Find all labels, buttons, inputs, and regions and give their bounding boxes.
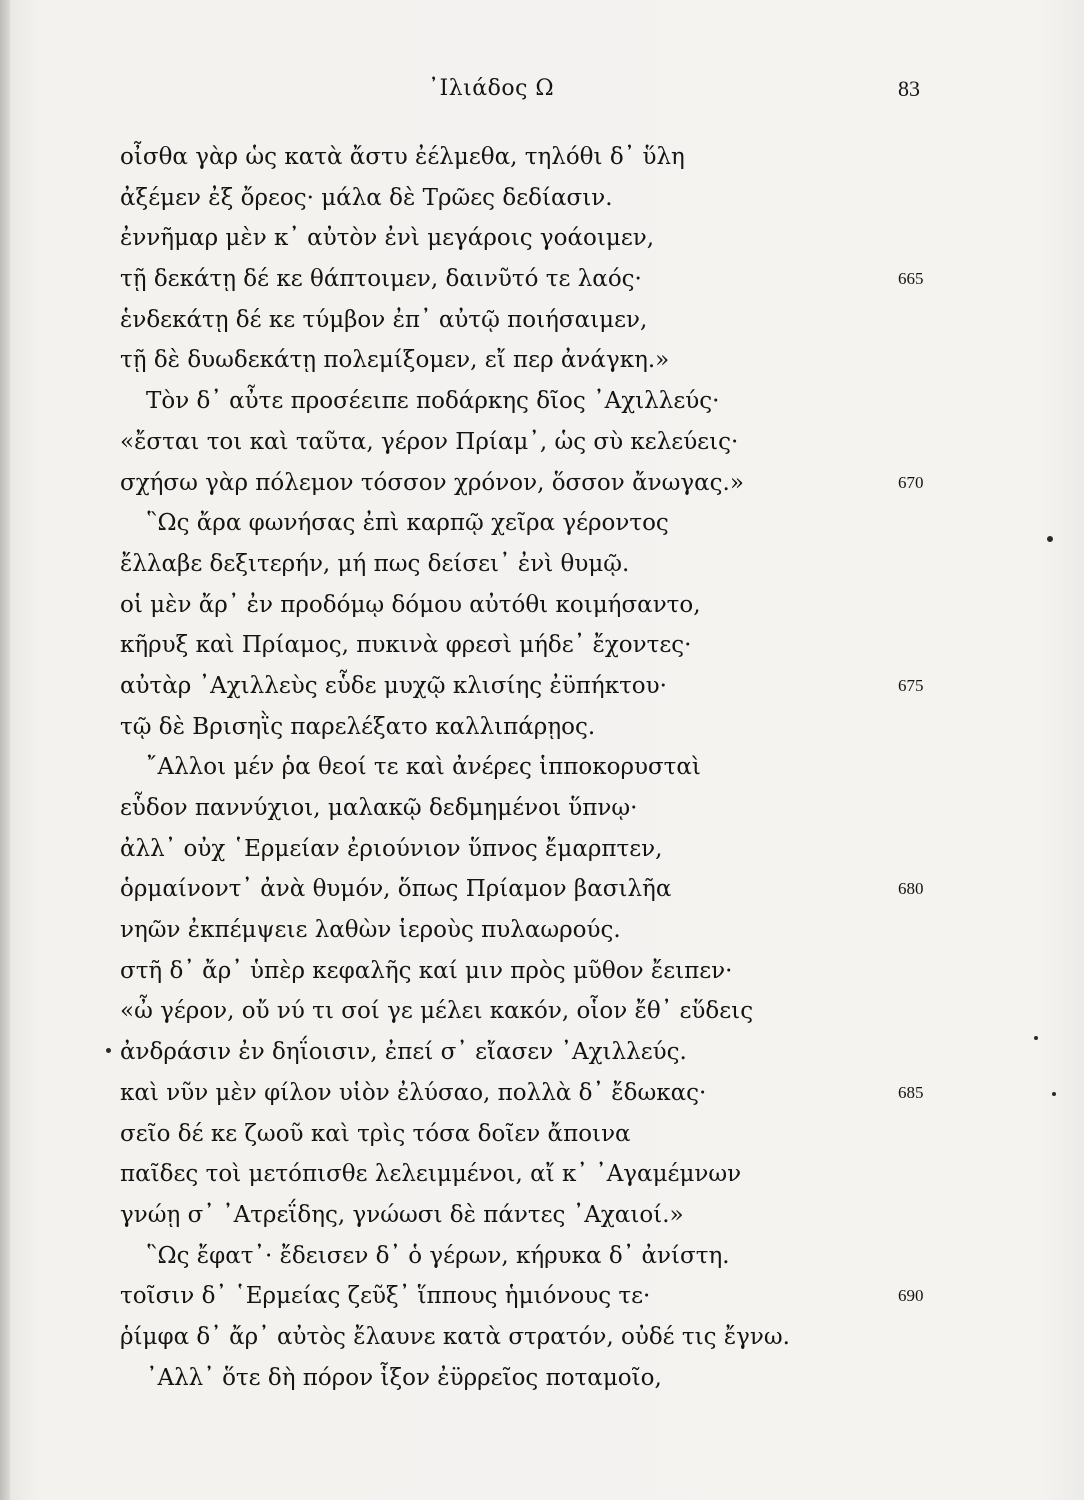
verse-line bbox=[0, 1076, 1084, 1117]
verse-line-text: ᾿Αλλ᾿ ὅτε δὴ πόρον ἷξον ἐϋρρεῖος ποταμοῖο, bbox=[146, 1364, 662, 1391]
verse-line bbox=[0, 1035, 1084, 1076]
verse-line bbox=[0, 669, 1084, 710]
verse-line bbox=[0, 466, 1084, 507]
verse-line bbox=[0, 954, 1084, 995]
verse-line-text: τῇ δεκάτῃ δέ κε θάπτοιμεν, δαινῦτό τε λαός· bbox=[120, 266, 642, 293]
verse-line bbox=[0, 1239, 1084, 1280]
line-number: 690 bbox=[898, 1286, 924, 1306]
verse-line bbox=[0, 140, 1084, 181]
verse-line bbox=[0, 262, 1084, 303]
verse-line-text: παῖδες τοὶ μετόπισθε λελειμμένοι, αἴ κ᾿ ᾿Αγαμέμνων bbox=[120, 1161, 742, 1188]
print-speck bbox=[1047, 536, 1053, 542]
verse-line bbox=[0, 588, 1084, 629]
verse-line-text: καὶ νῦν μὲν φίλον υἱὸν ἐλύσαο, πολλὰ δ᾿ ἔδωκας· bbox=[120, 1079, 707, 1106]
verse-line bbox=[0, 384, 1084, 425]
verse-line-text: Τὸν δ᾿ αὖτε προσέειπε ποδάρκης δῖος ᾿Αχιλλεύς· bbox=[146, 388, 720, 415]
verse-line bbox=[0, 1320, 1084, 1361]
verse-line-text: νηῶν ἐκπέμψειε λαθὼν ἱεροὺς πυλαωρούς. bbox=[120, 917, 621, 944]
verse-line-text: ἑνδεκάτῃ δέ κε τύμβον ἐπ᾿ αὐτῷ ποιήσαιμεν, bbox=[120, 306, 648, 333]
verse-line bbox=[0, 181, 1084, 222]
verse-line bbox=[0, 750, 1084, 791]
verse-line bbox=[0, 506, 1084, 547]
verse-line-text: ῝Ως ἔφατ᾿· ἔδεισεν δ᾿ ὁ γέρων, κήρυκα δ᾿ ἀνίστη. bbox=[146, 1242, 730, 1269]
verse-line-text: οἶσθα γὰρ ὡς κατὰ ἄστυ ἐέλμεθα, τηλόθι δ᾿ ὕλη bbox=[120, 144, 685, 170]
verse-line-text: σεῖο δέ κε ζωοῦ καὶ τρὶς τόσα δοῖεν ἄποινα bbox=[120, 1120, 631, 1147]
verse-line bbox=[0, 343, 1084, 384]
print-speck bbox=[106, 1048, 111, 1053]
verse-line-text: ῥίμφα δ᾿ ἄρ᾿ αὐτὸς ἔλαυνε κατὰ στρατόν, οὐδέ τις ἔγνω. bbox=[120, 1323, 790, 1350]
running-title: ᾿Ιλιάδος Ω bbox=[428, 76, 555, 101]
verse-line-text: αὐτὰρ ᾿Αχιλλεὺς εὗδε μυχῷ κλισίης ἐϋπήκτου· bbox=[120, 672, 667, 699]
verse-line-text: ῎Αλλοι μέν ῥα θεοί τε καὶ ἀνέρες ἱπποκορυσταὶ bbox=[146, 754, 701, 781]
verse-line bbox=[0, 791, 1084, 832]
page-header bbox=[0, 76, 1084, 116]
print-speck bbox=[1052, 1092, 1056, 1096]
verse-line bbox=[0, 303, 1084, 344]
verse-line bbox=[0, 1157, 1084, 1198]
verse-line bbox=[0, 221, 1084, 262]
line-number: 670 bbox=[898, 472, 924, 492]
verse-line-text: «ὦ γέρον, οὔ νύ τι σοί γε μέλει κακόν, οἷον ἔθ᾿ εὕδεις bbox=[120, 998, 754, 1025]
line-number: 675 bbox=[898, 675, 924, 695]
verse-line-text: ἀξέμεν ἐξ ὄρεος· μάλα δὲ Τρῶες δεδίασιν. bbox=[120, 184, 613, 211]
verse-line bbox=[0, 1198, 1084, 1239]
verse-line-text: ῝Ως ἄρα φωνήσας ἐπὶ καρπῷ χεῖρα γέροντος bbox=[146, 510, 669, 537]
verse-line-text: σχήσω γὰρ πόλεμον τόσσον χρόνον, ὅσσον ἄνωγας.» bbox=[120, 469, 744, 496]
line-number: 665 bbox=[898, 269, 924, 289]
verse-line-text: γνώῃ σ᾿ ᾿Ατρεΐδης, γνώωσι δὲ πάντες ᾿Αχαιοί.» bbox=[120, 1201, 684, 1228]
page-number: 83 bbox=[898, 76, 920, 101]
verse-line-text: ἔλλαβε δεξιτερήν, μή πως δείσει᾿ ἐνὶ θυμῷ. bbox=[120, 550, 630, 577]
verse-line bbox=[0, 628, 1084, 669]
verse-line-text: ἀνδράσιν ἐν δηΐοισιν, ἐπεί σ᾿ εἴασεν ᾿Αχιλλεύς. bbox=[120, 1039, 687, 1066]
verse-line bbox=[0, 425, 1084, 466]
verse-text bbox=[0, 140, 1084, 1401]
verse-line bbox=[0, 1361, 1084, 1402]
verse-line bbox=[0, 1117, 1084, 1158]
verse-line-text: τῇ δὲ δυωδεκάτῃ πολεμίξομεν, εἴ περ ἀνάγκη.» bbox=[120, 347, 670, 374]
verse-line-text: «ἔσται τοι καὶ ταῦτα, γέρον Πρίαμ᾿, ὡς σὺ κελεύεις· bbox=[120, 428, 739, 455]
line-number: 685 bbox=[898, 1082, 924, 1102]
verse-line-text: τοῖσιν δ᾿ ῾Ερμείας ζεῦξ᾿ ἵππους ἡμιόνους τε· bbox=[120, 1283, 651, 1310]
verse-line-text: εὗδον παννύχιοι, μαλακῷ δεδμημένοι ὕπνῳ· bbox=[120, 795, 638, 821]
verse-line bbox=[0, 1279, 1084, 1320]
verse-line-text: στῆ δ᾿ ἄρ᾿ ὑπὲρ κεφαλῆς καί μιν πρὸς μῦθον ἔειπεν· bbox=[120, 957, 733, 984]
verse-line-text: τῷ δὲ Βρισηῒς παρελέξατο καλλιπάρῃος. bbox=[120, 713, 596, 740]
verse-line bbox=[0, 872, 1084, 913]
verse-line-text: κῆρυξ καὶ Πρίαμος, πυκινὰ φρεσὶ μήδε᾿ ἔχοντες· bbox=[120, 632, 692, 659]
verse-line bbox=[0, 710, 1084, 751]
verse-line-text: ὁρμαίνοντ᾿ ἀνὰ θυμόν, ὅπως Πρίαμον βασιλῆα bbox=[120, 876, 672, 903]
verse-line-text: οἱ μὲν ἄρ᾿ ἐν προδόμῳ δόμου αὐτόθι κοιμήσαντο, bbox=[120, 591, 701, 618]
verse-line bbox=[0, 832, 1084, 873]
verse-line-text: ἀλλ᾿ οὐχ ῾Ερμείαν ἐριούνιον ὕπνος ἔμαρπτεν, bbox=[120, 835, 663, 862]
verse-line-text: ἐννῆμαρ μὲν κ᾿ αὐτὸν ἐνὶ μεγάροις γοάοιμεν, bbox=[120, 225, 655, 252]
verse-line bbox=[0, 994, 1084, 1035]
line-number: 680 bbox=[898, 879, 924, 899]
print-speck bbox=[1034, 1036, 1038, 1040]
verse-line bbox=[0, 913, 1084, 954]
verse-line bbox=[0, 547, 1084, 588]
